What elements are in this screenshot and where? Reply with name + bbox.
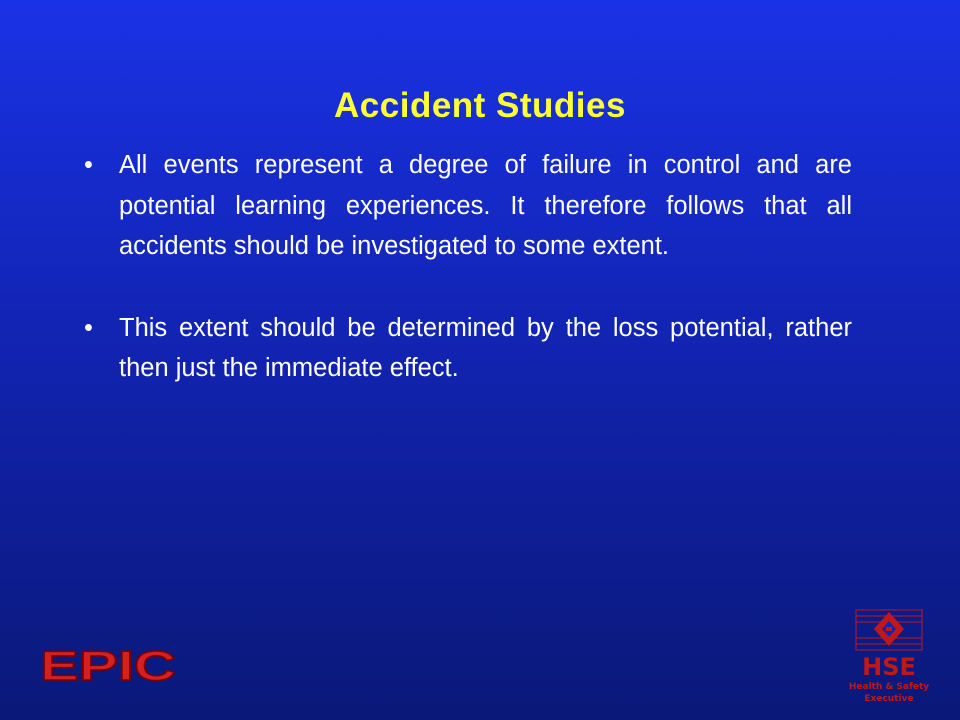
bullet-marker: • <box>84 151 93 179</box>
hse-line1: Health & Safety <box>848 682 930 692</box>
hse-emblem-icon <box>856 610 922 650</box>
hse-abbr: HSE <box>862 653 916 681</box>
epic-logo <box>38 646 178 686</box>
bullet-item <box>78 145 852 267</box>
bullet-list <box>78 145 852 430</box>
hse-line2: Executive <box>864 694 914 704</box>
epic-logo-text: EPIC <box>40 646 176 686</box>
bullet-item <box>78 308 852 389</box>
bullet-text: All events represent a degree of failure in control and are potential learning experiences. It therefore follows that all accidents should be investigated to some extent. <box>119 151 852 260</box>
slide-title: Accident Studies <box>334 86 626 125</box>
bullet-marker: • <box>84 313 93 342</box>
hse-logo <box>838 607 940 713</box>
bullet-text: This extent should be determined by the loss potential, rather then just the immediate effect. <box>119 313 852 382</box>
